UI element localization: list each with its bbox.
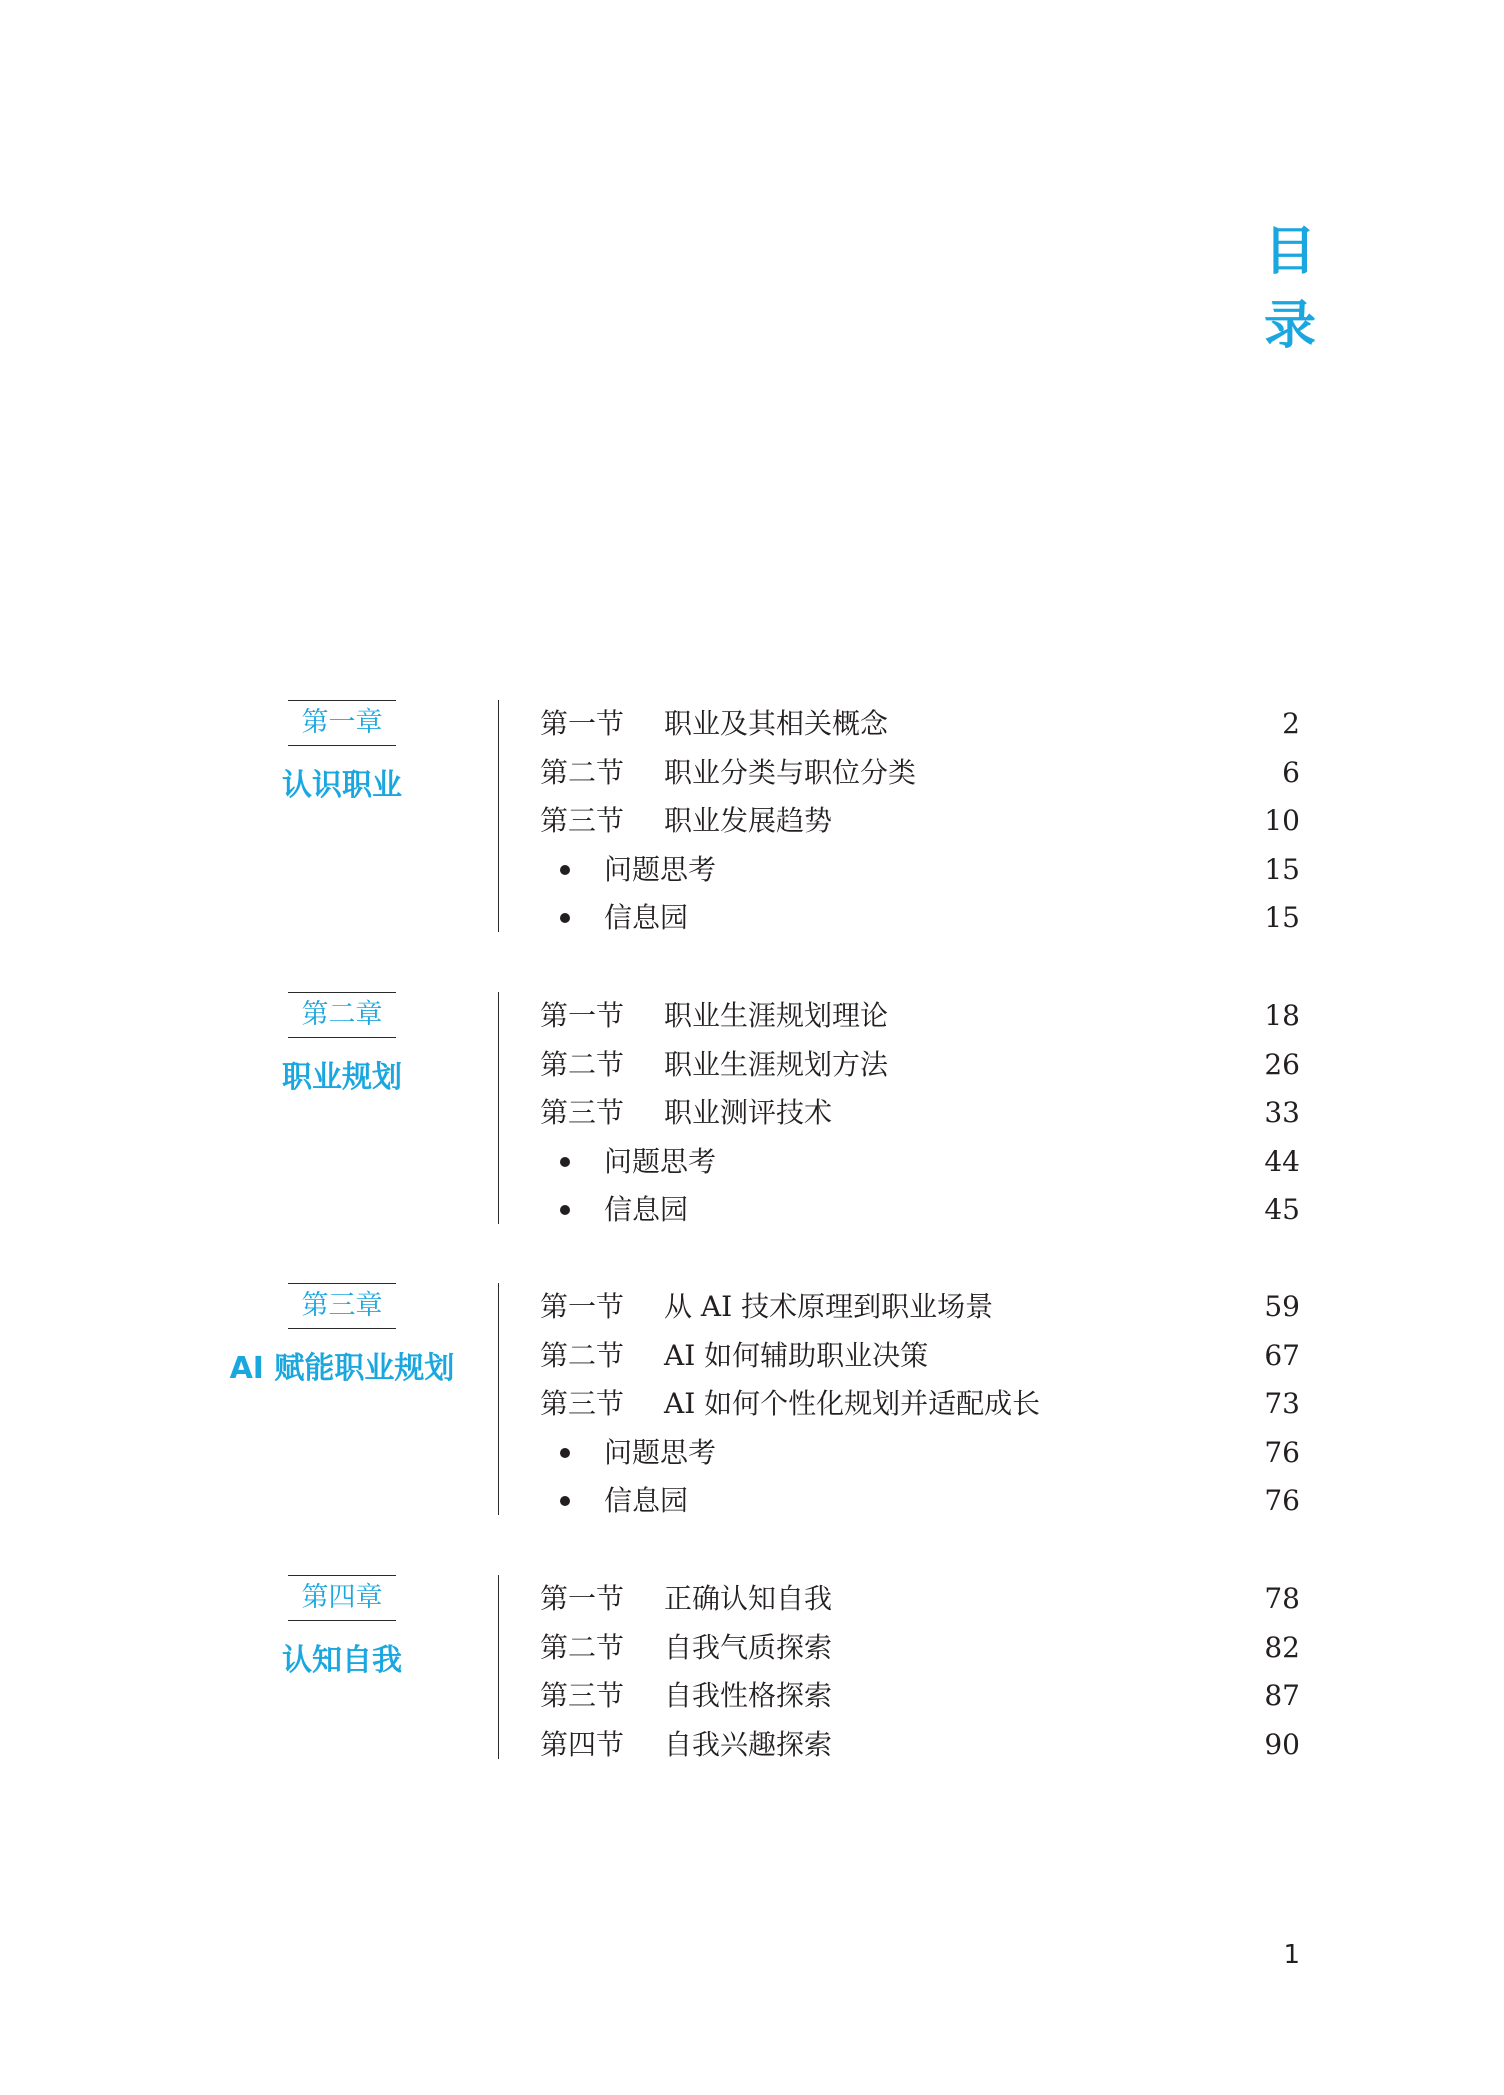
chapter-number: 第二章: [288, 992, 396, 1038]
chapter-label: [217, 1283, 467, 1387]
section-title: 自我兴趣探索: [664, 1727, 833, 1761]
page-ref: 73: [1264, 1387, 1300, 1420]
toc-entry[interactable]: [540, 992, 1300, 1041]
chapter-number: 第三章: [288, 1283, 396, 1329]
section-number: 第三节: [540, 804, 625, 837]
bullet-icon: [560, 1205, 570, 1215]
page-ref: 87: [1264, 1679, 1300, 1712]
section-title: 职业测评技术: [664, 1096, 833, 1129]
section-title: 信息园: [604, 1484, 689, 1517]
page-ref: 18: [1264, 999, 1300, 1032]
page-ref: 67: [1264, 1338, 1300, 1372]
chapter-divider: [498, 1283, 499, 1515]
page-ref: 90: [1264, 1727, 1300, 1761]
toc-entry[interactable]: [540, 1429, 1300, 1478]
chapter-number: 第一章: [288, 700, 396, 746]
page-title: [1230, 215, 1350, 363]
toc-entry[interactable]: [540, 846, 1300, 895]
section-number: 第三节: [540, 1096, 625, 1129]
section-title: AI 如何辅助职业决策: [664, 1338, 929, 1372]
chapter-divider: [498, 700, 499, 932]
toc-entry[interactable]: [540, 797, 1300, 846]
section-title: 问题思考: [604, 1144, 717, 1178]
chapter-entries: [540, 1283, 1300, 1526]
section-number: 第一节: [540, 1290, 625, 1323]
toc-entry[interactable]: [540, 1089, 1300, 1138]
section-number: 第三节: [540, 1679, 625, 1712]
section-title: 自我性格探索: [664, 1679, 833, 1712]
section-title: 自我气质探索: [664, 1630, 833, 1664]
page-ref: 45: [1264, 1193, 1300, 1226]
bullet-icon: [560, 1448, 570, 1458]
page-ref: 26: [1264, 1047, 1300, 1081]
page-title-char-1: 目: [1263, 222, 1316, 282]
page-ref: 76: [1264, 1435, 1300, 1469]
toc-entry[interactable]: [540, 700, 1300, 749]
section-title: 正确认知自我: [664, 1582, 833, 1615]
section-title: 信息园: [604, 901, 689, 934]
chapter-number: 第四章: [288, 1575, 396, 1621]
chapter-label: [217, 992, 467, 1096]
bullet-icon: [560, 1496, 570, 1506]
section-title: 从 AI 技术原理到职业场景: [664, 1290, 994, 1323]
section-number: 第三节: [540, 1387, 625, 1420]
chapter-name: AI 赋能职业规划: [229, 1351, 455, 1386]
page-ref: 15: [1264, 901, 1300, 934]
section-title: 问题思考: [604, 852, 717, 886]
section-number: 第二节: [540, 755, 625, 789]
chapter-name: 认知自我: [282, 1643, 402, 1678]
section-title: 问题思考: [604, 1435, 717, 1469]
page-title-char-2: 录: [1263, 296, 1316, 356]
section-title: 职业生涯规划方法: [664, 1047, 889, 1081]
section-title: 职业及其相关概念: [664, 707, 889, 740]
chapter-entries: [540, 992, 1300, 1235]
toc-entry[interactable]: [540, 1672, 1300, 1721]
section-title: 信息园: [604, 1193, 689, 1226]
page-ref: 15: [1264, 852, 1300, 886]
chapter-name: 职业规划: [282, 1060, 402, 1095]
toc-entry[interactable]: [540, 1380, 1300, 1429]
page-ref: 44: [1264, 1144, 1300, 1178]
page-number: 1: [1283, 1940, 1300, 1970]
toc-entry[interactable]: [540, 894, 1300, 943]
toc-entry[interactable]: [540, 1624, 1300, 1673]
chapter-name: 认识职业: [282, 768, 402, 803]
chapter-divider: [498, 1575, 499, 1759]
section-title: 职业分类与职位分类: [664, 755, 917, 789]
page-ref: 82: [1264, 1630, 1300, 1664]
toc-entry[interactable]: [540, 1041, 1300, 1090]
chapter-entries: [540, 700, 1300, 943]
page-ref: 59: [1264, 1290, 1300, 1323]
section-title: AI 如何个性化规划并适配成长: [664, 1387, 1041, 1420]
toc-entry[interactable]: [540, 749, 1300, 798]
section-number: 第四节: [540, 1727, 625, 1761]
toc-entry[interactable]: [540, 1332, 1300, 1381]
page-ref: 10: [1264, 804, 1300, 837]
toc-entry[interactable]: [540, 1283, 1300, 1332]
page-ref: 6: [1282, 755, 1300, 789]
toc-entry[interactable]: [540, 1186, 1300, 1235]
toc-entry[interactable]: [540, 1721, 1300, 1770]
section-number: 第二节: [540, 1338, 625, 1372]
section-title: 职业生涯规划理论: [664, 999, 889, 1032]
toc-entry[interactable]: [540, 1575, 1300, 1624]
toc-entry[interactable]: [540, 1138, 1300, 1187]
chapter-entries: [540, 1575, 1300, 1769]
chapter-divider: [498, 992, 499, 1224]
section-number: 第一节: [540, 999, 625, 1032]
page-ref: 76: [1264, 1484, 1300, 1517]
section-number: 第一节: [540, 707, 625, 740]
section-title: 职业发展趋势: [664, 804, 833, 837]
page-ref: 33: [1264, 1096, 1300, 1129]
section-number: 第二节: [540, 1047, 625, 1081]
section-number: 第一节: [540, 1582, 625, 1615]
page-ref: 78: [1264, 1582, 1300, 1615]
bullet-icon: [560, 1157, 570, 1167]
chapter-label: [217, 1575, 467, 1679]
toc-entry[interactable]: [540, 1477, 1300, 1526]
section-number: 第二节: [540, 1630, 625, 1664]
bullet-icon: [560, 865, 570, 875]
bullet-icon: [560, 913, 570, 923]
page-ref: 2: [1282, 707, 1300, 740]
chapter-label: [217, 700, 467, 804]
